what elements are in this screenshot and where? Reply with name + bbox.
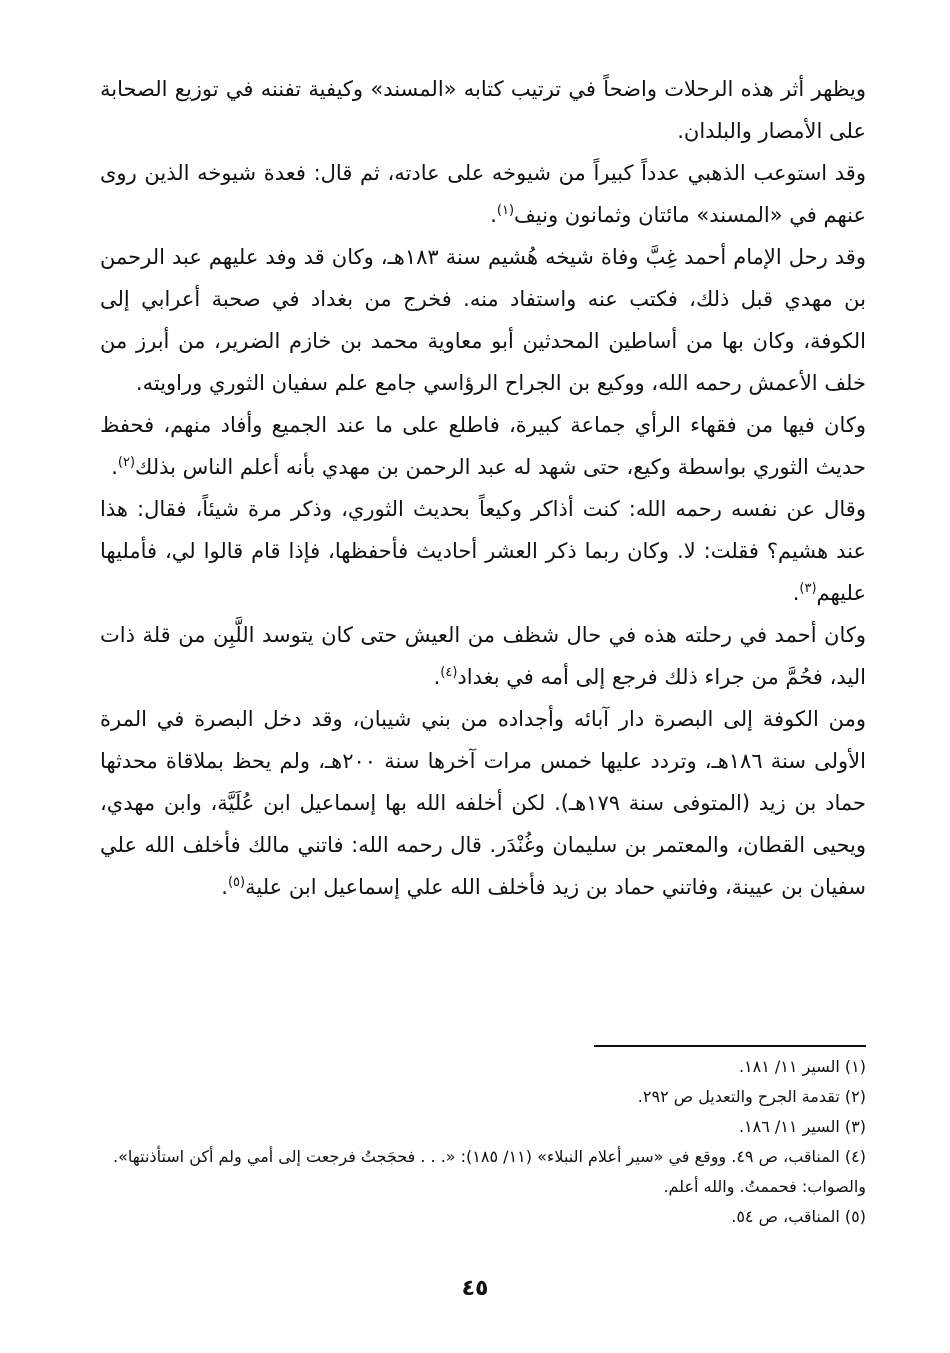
paragraph-1 bbox=[100, 68, 866, 152]
footnote-ref: (٥) bbox=[227, 875, 246, 890]
footnote-2: (٢) تقدمة الجرح والتعديل ص ٢٩٢. bbox=[637, 1087, 866, 1106]
paragraph-2: وقد استوعب الذهبي عدداً كبيراً من شيوخه على عادته، ثم قال: فعدة شيوخه الذين روى عنهم في «المسند» مائتان وثمانون ونيف$^{(١)}$. bbox=[100, 161, 866, 227]
footnote-5: (٥) المناقب، ص ٥٤. bbox=[731, 1207, 866, 1226]
main-text bbox=[100, 68, 866, 908]
paragraph-5: وقال عن نفسه رحمه الله: كنت أذاكر وكيعاً بحديث الثوري، وذكر مرة شيئاً، فقال: هذا عند هشيم؟ فقلت: لا. وكان ربما ذكر العشر أحاديث فأحفظها، فإذا قام قالوا لي، فأمليها عليهم$^{(٣)}$. bbox=[100, 497, 866, 605]
footnote-3: (٣) السير ١١/ ١٨٦. bbox=[738, 1117, 866, 1136]
footnote-1: (١) السير ١١/ ١٨١. bbox=[738, 1057, 866, 1076]
paragraph-4: وكان فيها من فقهاء الرأي جماعة كبيرة، فاطلع على ما عند الجميع وأفاد منهم، فحفظ حديث الثوري بواسطة وكيع، حتى شهد له عبد الرحمن بن مهدي بأنه أعلم الناس بذلك$^{(٢)}$. bbox=[100, 413, 866, 479]
footnote-4: (٤) المناقب، ص ٤٩. ووقع في «سير أعلام النبلاء» (١١/ ١٨٥): «. . . فحجَجتُ فرجعت إلى أمي ولم أكن استأذنتها». والصواب: فحممتُ. والله أعلم. bbox=[113, 1147, 866, 1196]
paragraph-6: وكان أحمد في رحلته هذه في حال شظف من العيش حتى كان يتوسد اللَّبِن من قلة ذات اليد، فحُمَّ من جراء ذلك فرجع إلى أمه في بغداد$^{(٤)}$. bbox=[100, 623, 866, 689]
paragraph-text: ويظهر أثر هذه الرحلات واضحاً في ترتيب كتابه «المسند» وكيفية تفننه في توزيع الصحابة على الأمصار والبلدان. bbox=[100, 77, 866, 143]
paragraph-text: وكان فيها من فقهاء الرأي جماعة كبيرة، فاطلع على ما عند الجميع وأفاد منهم، فحفظ حديث الثوري بواسطة وكيع، حتى شهد له عبد الرحمن بن مهدي بأنه أعلم الناس بذلك bbox=[100, 413, 866, 479]
footnote-ref: (١) bbox=[496, 203, 515, 218]
page-number: ٤٥ bbox=[461, 1276, 489, 1301]
footnote-divider bbox=[594, 1045, 866, 1047]
footnote-ref: (٤) bbox=[440, 665, 458, 680]
paragraph-3 bbox=[100, 236, 866, 404]
paragraph-text: وكان أحمد في رحلته هذه في حال شظف من العيش حتى كان يتوسد اللَّبِن من قلة ذات اليد، فحُمَّ من جراء ذلك فرجع إلى أمه في بغداد bbox=[100, 623, 866, 689]
paragraph-text: وقد رحل الإمام أحمد غِبَّ وفاة شيخه هُشيم سنة ١٨٣هـ، وكان قد وفد عليهم عبد الرحمن بن مهدي قبل ذلك، فكتب عنه واستفاد منه. فخرج من بغداد في صحبة أعرابي إلى الكوفة، وكان بها من أساطين المحدثين أبو معاوية محمد بن خازم الضرير، من أبرز من خلف الأعمش رحمه الله، ووكيع بن الجراح الرؤاسي جامع علم سفيان الثوري وراويته. bbox=[100, 245, 866, 395]
paragraph-text: وقال عن نفسه رحمه الله: كنت أذاكر وكيعاً بحديث الثوري، وذكر مرة شيئاً، فقال: هذا عند هشيم؟ فقلت: لا. وكان ربما ذكر العشر أحاديث فأحفظها، فإذا قام قالوا لي، فأمليها عليهم bbox=[100, 497, 866, 605]
paragraph-text: ومن الكوفة إلى البصرة دار آبائه وأجداده من بني شيبان، وقد دخل البصرة في المرة الأولى سنة ١٨٦هـ، وتردد عليها خمس مرات آخرها سنة ٢٠٠هـ، ولم يحظ بملاقاة محدثها حماد بن زيد (المتوفى سنة ١٧٩هـ). لكن أخلفه الله بها إسماعيل ابن عُلَيَّة، وابن مهدي، ويحيى القطان، والمعتمر بن سليمان وغُنْدَر. قال رحمه الله: فاتني مالك فأخلف الله علي سفيان بن عيينة، وفاتني حماد بن زيد فأخلف الله علي إسماعيل ابن علية bbox=[100, 707, 867, 899]
paragraph-7: ومن الكوفة إلى البصرة دار آبائه وأجداده من بني شيبان، وقد دخل البصرة في المرة الأولى سنة ١٨٦هـ، وتردد عليها خمس مرات آخرها سنة ٢٠٠هـ، ولم يحظ بملاقاة محدثها حماد بن زيد (المتوفى سنة ١٧٩هـ). لكن أخلفه الله بها إسماعيل ابن عُلَيَّة، وابن مهدي، ويحيى القطان، والمعتمر بن سليمان وغُنْدَر. قال رحمه الله: فاتني مالك فأخلف الله علي سفيان بن عيينة، وفاتني حماد بن زيد فأخلف الله علي إسماعيل ابن علية$^{(٥)}$. bbox=[100, 707, 867, 899]
footnote-ref: (٢) bbox=[117, 455, 136, 470]
paragraph-text: وقد استوعب الذهبي عدداً كبيراً من شيوخه على عادته، ثم قال: فعدة شيوخه الذين روى عنهم في «المسند» مائتان وثمانون ونيف bbox=[100, 161, 866, 227]
footnotes bbox=[100, 1052, 866, 1232]
footnote-ref: (٣) bbox=[799, 581, 817, 596]
